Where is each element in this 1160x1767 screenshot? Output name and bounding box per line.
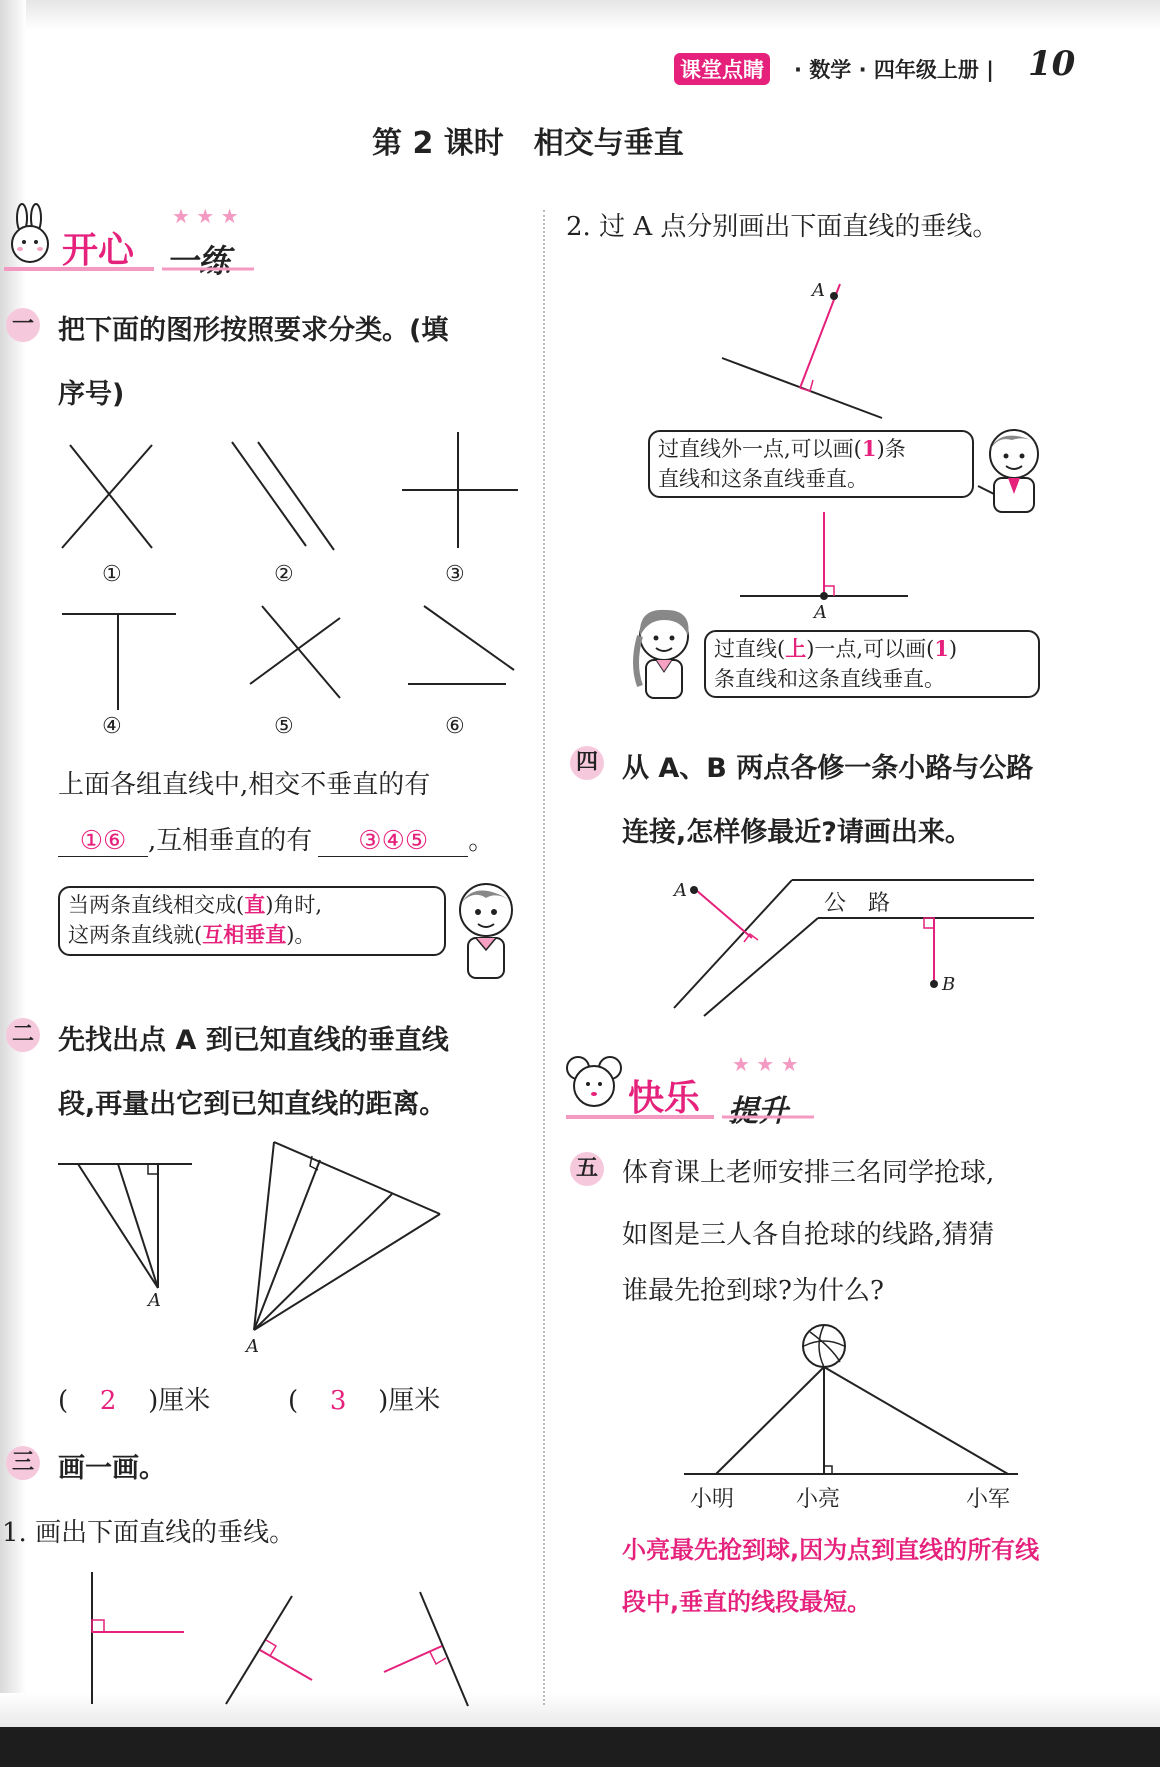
road-label: 公 路 <box>824 891 891 916</box>
section-5-answer-line2: 段中,垂直的线段最短。 <box>622 1588 872 1616</box>
section-2-point-a-2: A <box>246 1336 259 1357</box>
bubble2-text-a: 过直线外一点,可以画( <box>658 437 862 461</box>
section-2-point-a-1: A <box>148 1290 161 1311</box>
bubble3-answer-b: 1 <box>934 636 949 661</box>
section-3-point-a-1: A <box>812 280 825 301</box>
student-xiaoliang: 小亮 <box>796 1487 841 1512</box>
figure-draw-perpendicular-2 <box>224 1594 320 1706</box>
student-xiaoming: 小明 <box>690 1487 735 1512</box>
banner-advance-main: 快乐 <box>628 1078 701 1119</box>
column-divider <box>543 210 545 1705</box>
fill-mid-text: ,互相垂直的有 <box>148 826 313 856</box>
rabbit-icon <box>4 204 58 268</box>
section-3-q2: 2. 过 A 点分别画出下面直线的垂线。 <box>566 212 999 242</box>
section-1-line2: 序号) <box>58 379 125 410</box>
answer-non-perpendicular: ①⑥ <box>58 826 148 857</box>
section-4-number: 四 <box>570 746 604 780</box>
bubble3-text-c: ) <box>948 637 958 661</box>
section-4-line1: 从 A、B 两点各修一条小路与公路 <box>622 753 1034 784</box>
bubble1-text-c: 这两条直线就( <box>68 923 203 947</box>
bubble1-text-a: 当两条直线相交成( <box>68 893 245 917</box>
blank1-open: ( <box>58 1386 69 1416</box>
road-point-a: A <box>674 880 687 901</box>
fill-end-text: 。 <box>468 826 495 856</box>
section-2-answer-2: 3 <box>329 1386 347 1416</box>
section-5-line1: 体育课上老师安排三名同学抢球, <box>622 1158 995 1188</box>
bubble3-answer-a: 上 <box>785 636 807 661</box>
section-3-point-a-2: A <box>814 602 827 623</box>
figure-distance-2 <box>244 1140 444 1340</box>
figure-draw-perpendicular-1 <box>88 1570 188 1706</box>
section-2-blank-2 <box>288 1380 440 1417</box>
bubble3-text-a: 过直线( <box>714 637 786 661</box>
student-xiaojun: 小军 <box>966 1487 1011 1512</box>
figure-perpendicular-through-a-2 <box>738 510 910 606</box>
section-5-answer-line1: 小亮最先抢到球,因为点到直线的所有线 <box>622 1536 1040 1564</box>
section-5-line2: 如图是三人各自抢球的线路,猜猜 <box>622 1220 995 1250</box>
section-1-number: 一 <box>6 308 40 342</box>
boy-character-icon <box>446 880 522 980</box>
section-4-line2: 连接,怎样修最近?请画出来。 <box>622 817 972 848</box>
header-subject: · 数学 · 四年级上册 | <box>794 58 994 82</box>
section-5-line3: 谁最先抢到球?为什么? <box>622 1276 884 1306</box>
figure-label-1: ① <box>102 562 122 587</box>
bubble2-answer: 1 <box>861 436 877 461</box>
bottom-bar <box>0 1727 1160 1767</box>
section-1-fill-line2 <box>58 820 494 857</box>
figure-3 <box>402 432 520 550</box>
bubble1-text-b: )角时, <box>265 893 323 917</box>
blank2-unit: )厘米 <box>378 1386 441 1416</box>
banner-advance-underline <box>566 1114 816 1124</box>
bubble2-text-b: )条 <box>876 437 906 461</box>
mouse-icon <box>566 1054 624 1110</box>
section-2-number: 二 <box>6 1018 40 1052</box>
figure-label-3: ③ <box>445 562 465 587</box>
section-1-line1: 把下面的图形按照要求分类。(填 <box>58 315 449 346</box>
figure-label-6: ⑥ <box>445 714 465 739</box>
section-2-blank-1 <box>58 1380 210 1417</box>
figure-2 <box>228 440 338 550</box>
figure-label-2: ② <box>274 562 294 587</box>
banner-advance-stars: ★ ★ ★ <box>732 1052 799 1076</box>
figure-distance-1 <box>58 1156 198 1298</box>
section-3-title: 画一画。 <box>58 1453 166 1484</box>
section-2-answer-1: 2 <box>99 1386 117 1416</box>
figure-draw-perpendicular-3 <box>382 1590 478 1708</box>
page-number: 10 <box>1028 44 1076 84</box>
page-title: 第 2 课时 相交与垂直 <box>372 126 684 161</box>
girl-character-icon <box>630 606 700 702</box>
section-3-q1: 1. 画出下面直线的垂线。 <box>2 1518 296 1548</box>
figure-1 <box>60 440 155 550</box>
banner-practice-main: 开心 <box>62 230 135 271</box>
bubble1-answer-a: 直 <box>244 892 266 917</box>
banner-advance-sub: 提升 <box>728 1094 788 1129</box>
speech-bubble-2 <box>648 430 974 498</box>
road-point-b: B <box>942 974 956 995</box>
figure-label-4: ④ <box>102 714 122 739</box>
banner-practice-underline <box>4 266 254 276</box>
blank2-open: ( <box>288 1386 299 1416</box>
banner-practice-stars: ★ ★ ★ <box>172 204 239 228</box>
banner-practice-sub: 一练 <box>166 242 231 280</box>
figure-perpendicular-through-a-1 <box>718 278 886 422</box>
speech-bubble-1 <box>58 886 446 956</box>
section-5-number: 五 <box>570 1152 604 1186</box>
section-2-line2: 段,再量出它到已知直线的距离。 <box>58 1089 447 1120</box>
figure-6 <box>408 604 518 688</box>
blank1-unit: )厘米 <box>148 1386 211 1416</box>
section-1-fill-line1: 上面各组直线中,相交不垂直的有 <box>58 770 431 800</box>
bubble3-text-b: )一点,可以画( <box>806 637 935 661</box>
figure-label-5: ⑤ <box>274 714 294 739</box>
ball-figure <box>684 1322 1020 1482</box>
speech-bubble-3 <box>704 630 1040 698</box>
top-shadow <box>0 0 1160 30</box>
bubble3-text-d: 条直线和这条直线垂直。 <box>714 667 945 691</box>
bubble1-text-d: )。 <box>286 923 316 947</box>
teacher-character-icon <box>972 424 1052 514</box>
answer-perpendicular: ③④⑤ <box>318 826 468 857</box>
figure-5 <box>248 604 343 699</box>
figure-4 <box>62 612 178 712</box>
bubble2-text-c: 直线和这条直线垂直。 <box>658 467 868 491</box>
section-3-number: 三 <box>6 1446 40 1480</box>
bubble1-answer-b: 互相垂直 <box>202 922 287 947</box>
header-badge: 课堂点睛 <box>674 53 770 85</box>
section-2-line1: 先找出点 A 到已知直线的垂直线 <box>58 1025 449 1056</box>
